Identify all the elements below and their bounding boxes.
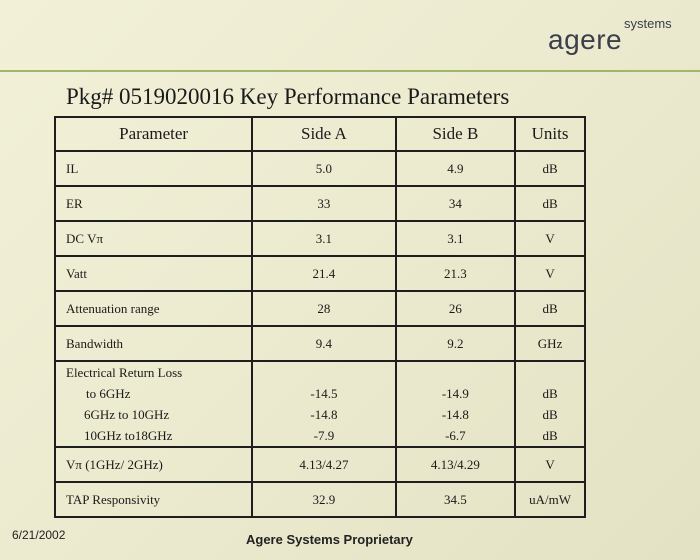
- unit-value: dB: [515, 291, 585, 326]
- header-parameter: Parameter: [55, 117, 252, 151]
- return-loss-label: to 6GHz: [86, 386, 131, 401]
- return-loss-side-a: [252, 361, 395, 447]
- table-row: [55, 482, 585, 517]
- side-b-value: -14.8: [441, 407, 469, 422]
- table-row: [55, 186, 585, 221]
- param-name: Bandwidth: [55, 326, 252, 361]
- table-row: [55, 256, 585, 291]
- param-name: Vπ (1GHz/ 2GHz): [55, 447, 252, 482]
- param-name: Attenuation range: [55, 291, 252, 326]
- logo-wordmark: agere: [548, 24, 623, 55]
- unit-value: GHz: [515, 326, 585, 361]
- return-loss-label: 10GHz to18GHz: [84, 428, 173, 443]
- unit-value: dB: [542, 428, 558, 443]
- param-name: ER: [55, 186, 252, 221]
- side-b-value: 34.5: [396, 482, 516, 517]
- side-a-value: 4.13/4.27: [252, 447, 395, 482]
- side-b-value: 34: [396, 186, 516, 221]
- agere-logo: [548, 14, 688, 62]
- table-row: [55, 151, 585, 186]
- side-b-value: 4.13/4.29: [396, 447, 516, 482]
- side-b-value: 4.9: [396, 151, 516, 186]
- param-name: Vatt: [55, 256, 252, 291]
- side-a-value: 33: [252, 186, 395, 221]
- header-units: Units: [515, 117, 585, 151]
- side-b-value: -14.9: [441, 386, 469, 401]
- side-b-value: 26: [396, 291, 516, 326]
- return-loss-label: 6GHz to 10GHz: [84, 407, 170, 422]
- side-b-value: 9.2: [396, 326, 516, 361]
- side-a-value: 3.1: [252, 221, 395, 256]
- footer-date: 6/21/2002: [12, 528, 66, 542]
- param-name: DC Vπ: [55, 221, 252, 256]
- side-b-value: -6.7: [445, 428, 466, 443]
- footer-proprietary: Agere Systems Proprietary: [246, 532, 413, 547]
- side-b-value: 21.3: [396, 256, 516, 291]
- side-a-value: 21.4: [252, 256, 395, 291]
- unit-value: dB: [542, 407, 558, 422]
- side-b-value: 3.1: [396, 221, 516, 256]
- unit-value: V: [515, 256, 585, 291]
- header-side-a: Side A: [252, 117, 395, 151]
- header-side-b: Side B: [396, 117, 516, 151]
- table-row: [55, 447, 585, 482]
- param-name: TAP Responsivity: [55, 482, 252, 517]
- side-a-value: -14.8: [310, 407, 338, 422]
- unit-value: dB: [515, 151, 585, 186]
- side-a-value: -7.9: [313, 428, 335, 443]
- table-row: [55, 291, 585, 326]
- side-a-value: 32.9: [252, 482, 395, 517]
- side-a-value: 5.0: [252, 151, 395, 186]
- parameters-table: [54, 116, 586, 518]
- unit-value: V: [515, 447, 585, 482]
- table-row-return-loss: [55, 361, 585, 447]
- header-divider: [0, 70, 700, 72]
- side-a-value: 9.4: [252, 326, 395, 361]
- return-loss-heading: Electrical Return Loss: [66, 365, 183, 380]
- unit-value: V: [515, 221, 585, 256]
- return-loss-labels: [55, 361, 252, 447]
- table-row: [55, 326, 585, 361]
- return-loss-side-b: [396, 361, 516, 447]
- unit-value: uA/mW: [515, 482, 585, 517]
- side-a-value: -14.5: [310, 386, 338, 401]
- unit-value: dB: [515, 186, 585, 221]
- logo-subtext: systems: [624, 16, 672, 31]
- return-loss-units: [515, 361, 585, 447]
- side-a-value: 28: [252, 291, 395, 326]
- table-row: [55, 221, 585, 256]
- slide-title: Pkg# 0519020016 Key Performance Parameters: [66, 84, 510, 109]
- unit-value: dB: [542, 386, 558, 401]
- table-header-row: [55, 117, 585, 151]
- param-name: IL: [55, 151, 252, 186]
